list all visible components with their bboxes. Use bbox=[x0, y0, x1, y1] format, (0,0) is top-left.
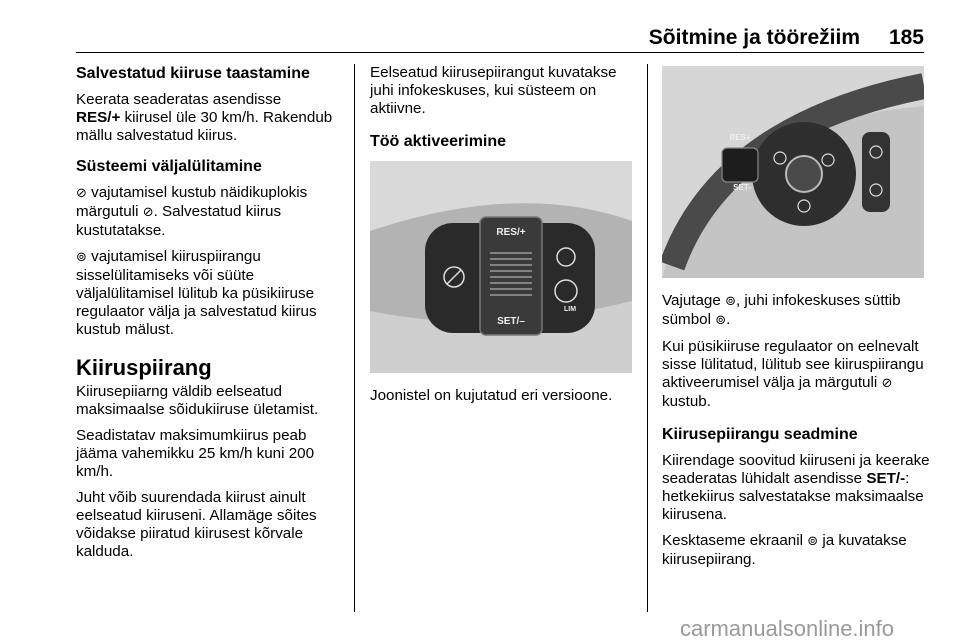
header-rule bbox=[76, 52, 924, 53]
paragraph-display: Kesktaseme ekraanil ⊚ ja kuvatakse kiirusepiirang. bbox=[662, 532, 907, 568]
watermark: carmanualsonline.info bbox=[680, 616, 895, 641]
paragraph-off-1: ⊘ vajutamisel kustub näidikuplokis märgutuli ⊘. Salvestatud kiirus kustutatakse. bbox=[76, 184, 308, 239]
paragraph-resume: Keerata seaderatas asendisse RES/+ kiirusel üle 30 km/h. Rakendub mällu salvestatud kiirus. bbox=[76, 91, 333, 144]
cruise-off-icon: ⊘ bbox=[142, 205, 154, 220]
steering-controls-illustration-2 bbox=[662, 66, 924, 278]
set-label: SET- bbox=[733, 183, 751, 192]
paragraph-limiter-1: Kiirusepiiarng väldib eelseatud maksimaalse sõidukiiruse ületamist. bbox=[76, 383, 319, 418]
limiter-icon: ⊚ bbox=[76, 250, 87, 265]
section-heading-activation: Töö aktiveerimine bbox=[370, 133, 507, 150]
paragraph-setting: Kiirendage soovitud kiiruseni ja keerake seaderatas lühidalt asendisse SET/-: hetkekiirus salvestatakse maksimaalse kiirusena. bbox=[662, 452, 930, 523]
paragraph-off-2: ⊚ vajutamisel kiiruspiirangu sisselülitamiseks või süüte väljalülitamisel lülitub ka püsikiiruse regulaator välja ja salvestatud kiirus kustub mälust. bbox=[76, 248, 317, 338]
res-label: RES+ bbox=[729, 133, 751, 142]
paragraph-limiter-display: Eelseatud kiirusepiirangut kuvatakse juhi infokeskuses, kui süsteem on aktiivne. bbox=[370, 64, 617, 117]
limiter-icon: ⊚ bbox=[715, 313, 727, 328]
limiter-icon: ⊚ bbox=[725, 294, 736, 309]
figure-caption: Joonistel on kujutatud eri versioone. bbox=[370, 387, 613, 404]
column-divider-1 bbox=[354, 64, 355, 612]
lim-label: LIM bbox=[563, 306, 577, 313]
column-2 bbox=[370, 64, 640, 413]
cruise-off-icon: ⊘ bbox=[881, 376, 893, 391]
column-divider-2 bbox=[647, 64, 648, 612]
column-3 bbox=[662, 64, 932, 577]
section-heading-resume: Salvestatud kiiruse taastamine bbox=[76, 65, 310, 82]
res-label: RES/+ bbox=[496, 227, 526, 238]
page-header-title: Sõitmine ja töörežiim bbox=[648, 26, 860, 49]
paragraph-limiter-3: Juht võib suurendada kiirust ainult eelseatud kiiruseni. Allamäge sõites võidakse piiratud kiirusest kõrvale kalduda. bbox=[76, 489, 317, 560]
section-heading-off: Süsteemi väljalülitamine bbox=[76, 158, 262, 175]
cruise-off-icon: ⊘ bbox=[76, 186, 87, 201]
set-label: SET/– bbox=[497, 316, 525, 327]
page-number: 185 bbox=[888, 26, 924, 49]
paragraph-cruise-deactivation: Kui püsikiiruse regulaator on eelnevalt sisse lülitatud, lülitub see kiiruspiirangu aktiveerumisel välja ja märgutuli ⊘ kustub. bbox=[662, 338, 924, 410]
column-1 bbox=[76, 64, 348, 569]
paragraph-press-limiter: Vajutage ⊚, juhi infokeskuses süttib sümbol ⊚. bbox=[662, 292, 901, 328]
steering-controls-illustration-1 bbox=[370, 161, 632, 373]
section-heading-limiter: Kiiruspiirang bbox=[76, 355, 212, 380]
section-heading-setting: Kiirusepiirangu seadmine bbox=[662, 426, 858, 443]
paragraph-limiter-2: Seadistatav maksimumkiirus peab jääma vahemikku 25 km/h kuni 200 km/h. bbox=[76, 427, 315, 480]
limiter-icon: ⊚ bbox=[807, 534, 819, 549]
